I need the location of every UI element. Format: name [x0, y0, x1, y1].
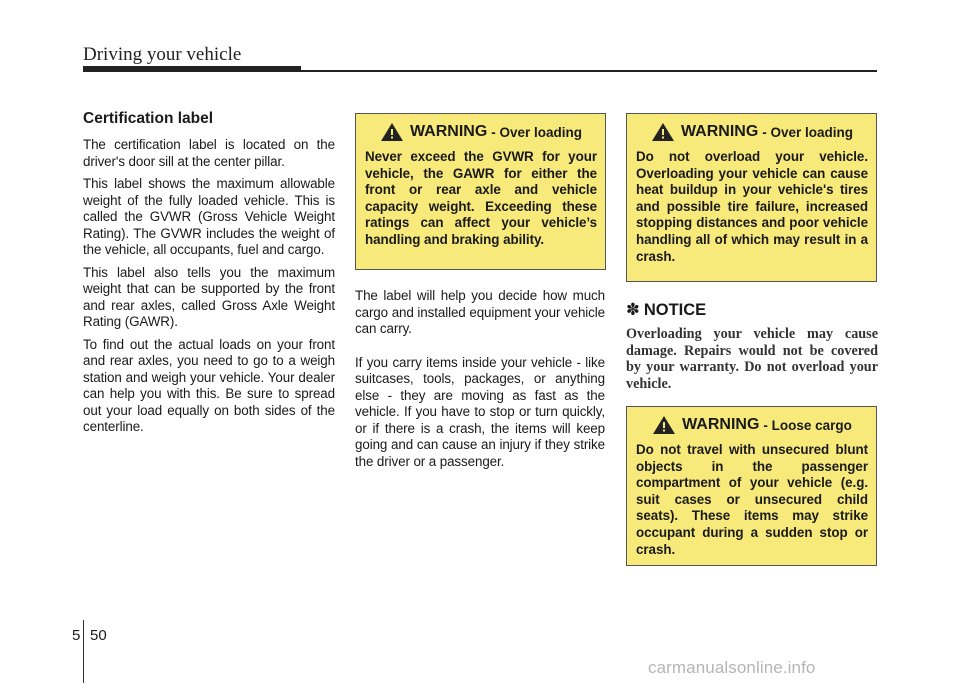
notice-heading [626, 300, 878, 320]
notice-title: NOTICE [643, 300, 707, 319]
warning-box-over-loading-gvwr [355, 113, 606, 270]
watermark: carmanualsonline.info [648, 658, 816, 677]
paragraph: If you carry items inside your vehicle - like suitcases, tools, packages, or anything else - they are moving as fast as the vehicle. If you have to stop or turn quickly, or if there is a crash, the items will keep going and can cause an injury if they strike the driver or a passenger. [355, 354, 605, 469]
warning-body: Do not travel with unsecured blunt objects in the passenger compartment of your vehicle (e.g. suit cases or unsecured child seats). These items may strike occupant during a sudden stop or crash. [636, 442, 868, 557]
column-middle [355, 288, 605, 487]
warning-label: WARNING [682, 416, 760, 433]
notice-section [626, 300, 878, 392]
section-title: Certification label [83, 110, 214, 127]
warning-triangle-icon [652, 415, 676, 435]
warning-triangle-icon [380, 122, 404, 142]
paragraph: The certification label is located on the driver's door sill at the center pillar. [83, 137, 335, 169]
footer-divider [83, 620, 84, 683]
paragraph: The label will help you decide how much cargo and installed equipment your vehicle can carry. [355, 288, 605, 336]
warning-label: WARNING [680, 123, 759, 140]
column-left [83, 110, 335, 442]
paragraph: To find out the actual loads on your front and rear axles, you need to go to a weigh station and weigh your vehicle. Your dealer can help you with this. Be sure to spread out your load equally on both sides of the centerline. [83, 336, 335, 434]
warning-header [636, 122, 868, 142]
warning-body: Do not overload your vehicle. Overloading your vehicle can cause heat buildup in your vehicle's tires and possible tire failure, increased stopping distances and poor vehicle handling all of which may result in a crash. [636, 149, 868, 264]
warning-subtitle: - Over loading [762, 124, 854, 140]
warning-box-loose-cargo [626, 406, 877, 566]
page-header-title: Driving your vehicle [83, 44, 242, 65]
warning-triangle-icon [651, 122, 675, 142]
warning-header [636, 415, 868, 435]
paragraph: This label also tells you the maximum weight that can be supported by the front and rear axles, called Gross Axle Weight Rating (GAWR). [83, 264, 335, 329]
warning-subtitle: - Loose cargo [763, 417, 852, 433]
notice-body: Overloading your vehicle may cause damage. Repairs would not be covered by your warranty. Do not overload your vehicle. [626, 326, 878, 392]
warning-box-over-loading-tires [626, 113, 877, 282]
paragraph: This label shows the maximum allowable weight of the fully loaded vehicle. This is called the GVWR (Gross Vehicle Weight Rating). The GVWR includes the weight of the vehicle, all occupants, fuel and cargo. [83, 176, 335, 257]
header-rule-thick [83, 66, 301, 72]
notice-star-icon: ✽ [626, 301, 640, 319]
section-number: 5 [72, 627, 81, 644]
warning-body: Never exceed the GVWR for your vehicle, the GAWR for either the front or rear axle and vehicle capacity weight. Exceeding these ratings can affect your vehicle’s handling and braking ability. [365, 149, 597, 247]
warning-header [365, 122, 597, 142]
warning-label: WARNING [409, 123, 488, 140]
warning-subtitle: - Over loading [491, 124, 583, 140]
header-rule-thin [301, 70, 877, 72]
page-number: 50 [90, 627, 107, 644]
